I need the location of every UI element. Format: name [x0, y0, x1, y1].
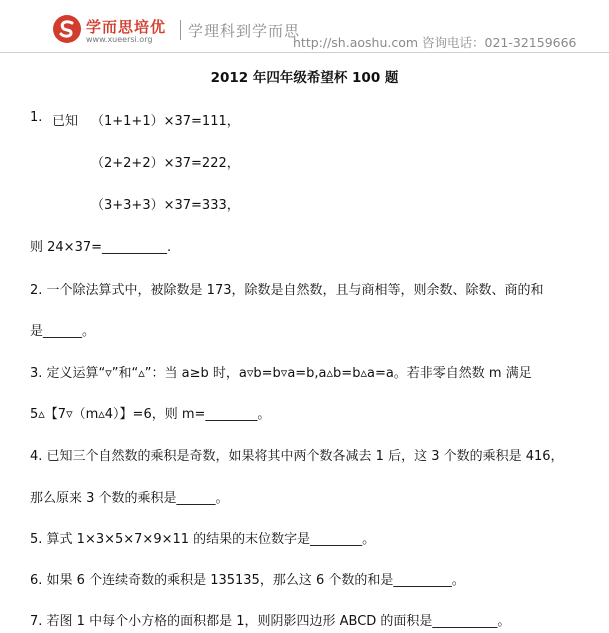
q1-label: 已知	[52, 114, 79, 129]
header-rule	[0, 52, 609, 53]
xueersi-logo-icon	[52, 14, 82, 44]
page-header	[0, 0, 609, 52]
q7-line-1: 7. 若图 1 中每个小方格的面积都是 1，则阴影四边形 ABCD 的面积是__________。	[30, 614, 511, 629]
q1-expr-2: （2+2+2）×37=222，	[91, 156, 240, 171]
q2-line-1: 2. 一个除法算式中，被除数是 173，除数是自然数，且与商相等，则余数、除数、商的和	[30, 283, 544, 298]
q5-line-1: 5. 算式 1×3×5×7×9×11 的结果的末位数字是________。	[30, 532, 376, 547]
q3-line-1: 3. 定义运算“▿”和“▵”：当 a≥b 时，a▿b=b▿a=b,a▵b=b▵a=a。若非零自然数 m 满足	[30, 366, 532, 381]
brand-url: www.xueersi.org	[86, 35, 153, 44]
q6-line-1: 6. 如果 6 个连续奇数的乘积是 135135，那么这 6 个数的和是_________。	[30, 573, 465, 588]
q1-ask: 则 24×37=__________.	[30, 240, 172, 255]
q4-line-1: 4. 已知三个自然数的乘积是奇数，如果将其中两个数各减去 1 后，这 3 个数的乘积是 416，	[30, 449, 564, 464]
q2-line-2: 是______。	[30, 324, 96, 339]
q1-expr-1: （1+1+1）×37=111，	[91, 114, 240, 129]
brand-name: 学而思培优	[86, 18, 167, 36]
header-divider	[180, 20, 181, 40]
q1-expr-3: （3+3+3）×37=333，	[91, 198, 240, 213]
q3-line-2: 5▵【7▿（m▵4）】=6，则 m=________。	[30, 407, 271, 422]
contact-info: http://sh.aoshu.com 咨询电话：021-32159666	[293, 35, 577, 50]
document-title: 2012 年四年级希望杯 100 题	[210, 70, 399, 86]
q1-num: 1.	[30, 110, 43, 125]
slogan: 学理科到学而思	[188, 22, 301, 40]
q4-line-2: 那么原来 3 个数的乘积是______。	[30, 491, 229, 506]
